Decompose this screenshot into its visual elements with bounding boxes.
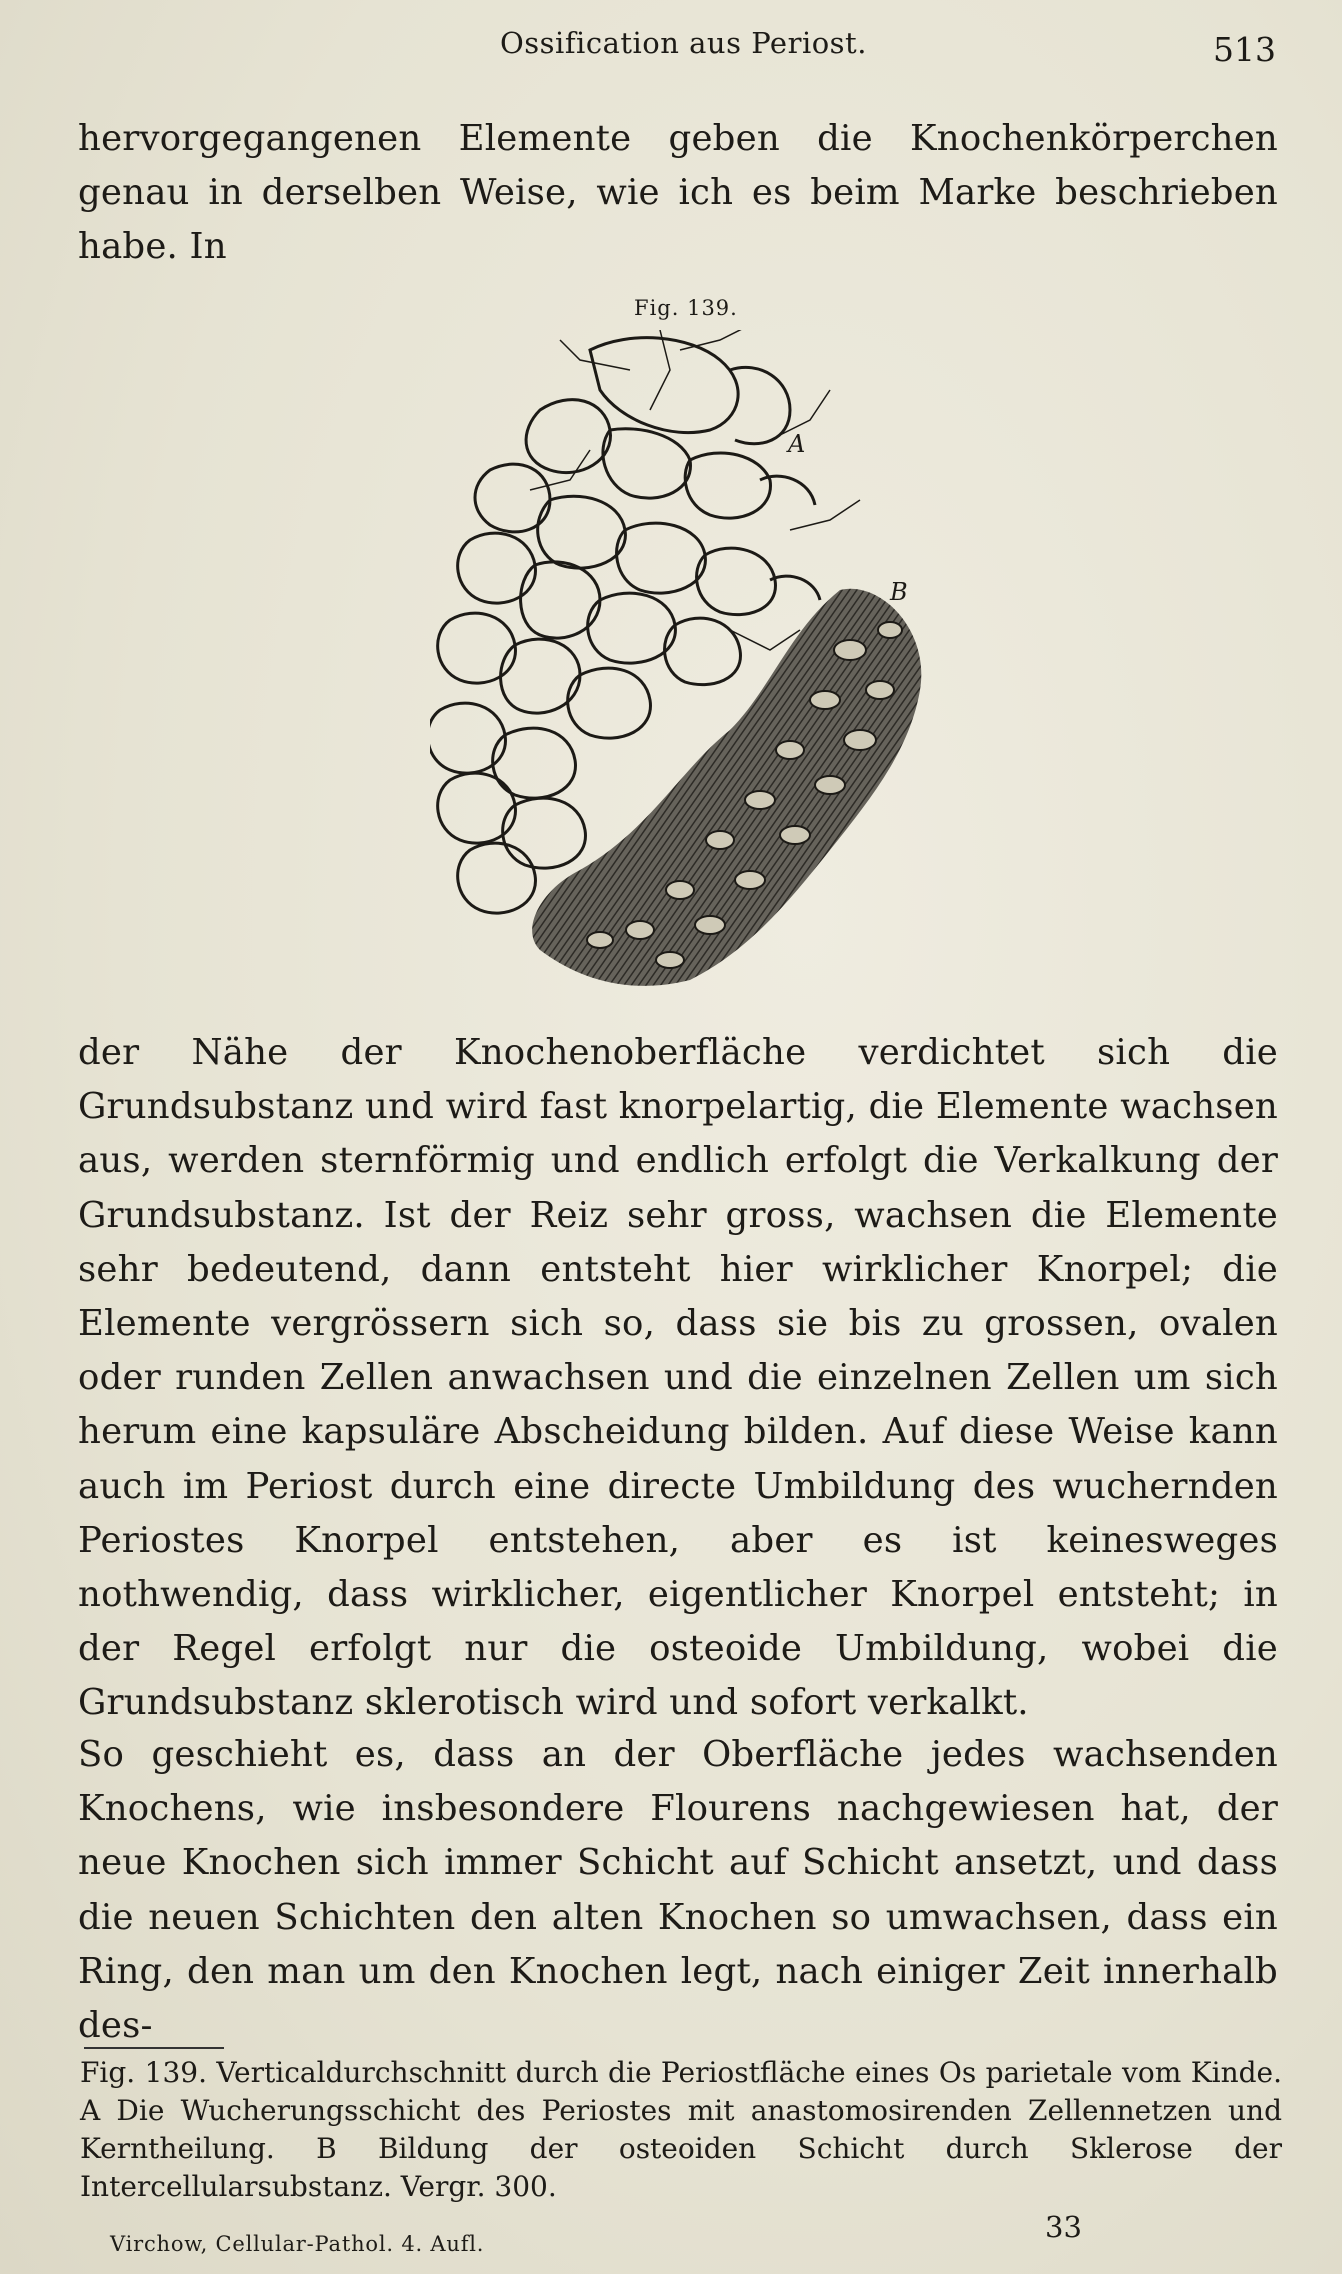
periosteum-section-drawing — [430, 330, 930, 990]
figure-139-illustration — [430, 330, 930, 990]
signature-mark: 33 — [1045, 2210, 1082, 2244]
figure-label: Fig. 139. — [634, 296, 738, 320]
marker-b: B — [890, 578, 908, 606]
footer-source: Virchow, Cellular-Pathol. 4. Aufl. — [110, 2232, 485, 2256]
anastomosing-strands — [530, 330, 860, 650]
running-title: Ossification aus Periost. — [500, 26, 867, 60]
figure-caption: Fig. 139. Verticaldurchschnitt durch die Periostfläche eines Os parietale vom Kinde. A Die Wucherungsschicht des Periostes mit anastomosirenden Zellennetzen und Kerntheilung. B Bildung der osteoiden Schicht durch Sklerose der Intercellularsubstanz. Vergr. 300. — [80, 2056, 1282, 2203]
footnote-rule — [84, 2047, 224, 2049]
paragraph-main: der Nähe der Knochenoberfläche verdichtet sich die Grundsubstanz und wird fast knorpelartig, die Elemente wachsen aus, werden sternförmig und endlich erfolgt die Verkalkung der Grundsubstanz. Ist der Reiz sehr gross, wachsen die Elemente sehr bedeutend, dann entsteht hier wirklicher Knorpel; die Elemente vergrössern sich so, dass sie bis zu grossen, ovalen oder runden Zellen anwachsen und die einzelnen Zellen um sich herum eine kapsuläre Abscheidung bilden. Auf diese Weise kann auch im Periost durch eine directe Umbildung des wuchernden Periostes Knorpel entstehen, aber es ist keinesweges nothwendig, dass wirklicher, eigentlicher Knorpel entsteht; in der Regel erfolgt nur die osteoide Umbildung, wobei die Grundsubstanz sklerotisch wird und sofort verkalkt. — [78, 1032, 1278, 1724]
marker-a: A — [788, 430, 806, 458]
paragraph-continuation: hervorgegangenen Elemente geben die Knochenkörperchen genau in derselben Weise, wie ich es beim Marke beschrieben habe. In — [78, 118, 1278, 268]
paragraph-flourens: So geschieht es, dass an der Oberfläche jedes wachsenden Knochens, wie insbesondere Flourens nachgewiesen hat, der neue Knochen sich immer Schicht auf Schicht ansetzt, und dass die neuen Schichten den alten Knochen so umwachsen, dass ein Ring, den man um den Knochen legt, nach einiger Zeit innerhalb des- — [78, 1734, 1278, 2047]
running-head — [0, 22, 1342, 72]
page-number: 513 — [1213, 30, 1276, 69]
